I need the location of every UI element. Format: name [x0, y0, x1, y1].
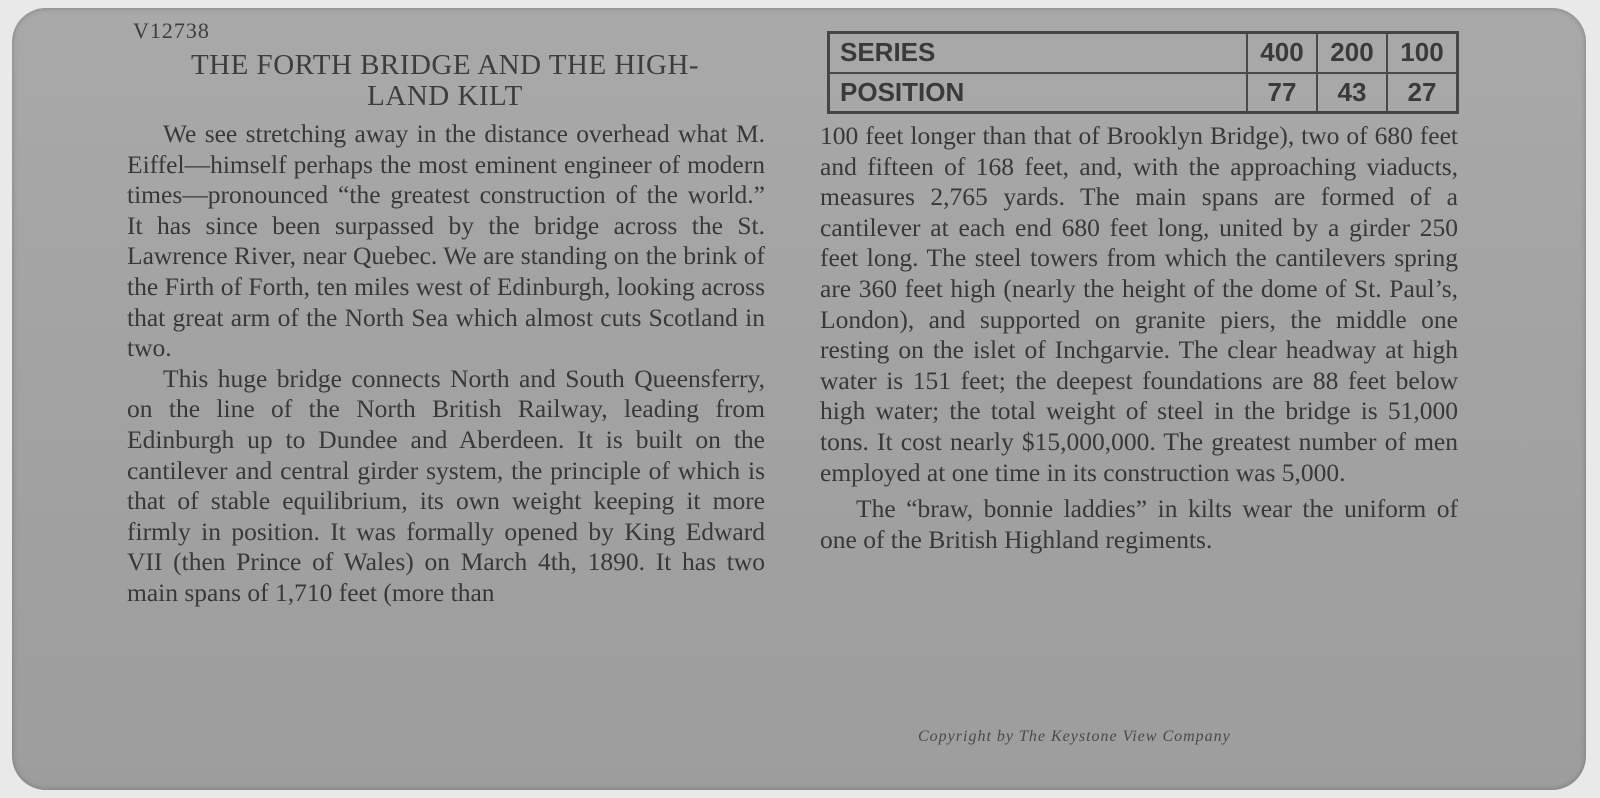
card-title: [120, 50, 770, 112]
right-text-column: [820, 121, 1458, 555]
position-100: 27: [1387, 73, 1458, 113]
title-line-1: THE FORTH BRIDGE AND THE HIGH-: [190, 49, 700, 81]
left-text-column: [127, 119, 765, 609]
series-100: 100: [1387, 33, 1458, 73]
copyright-notice: Copyright by The Keystone View Company: [918, 728, 1231, 745]
right-paragraph-2: The “braw, bonnie laddies” in kilts wear the uniform of one of the British Highland regiments.: [820, 494, 1458, 554]
left-paragraph-2: This huge bridge connects North and South Queensferry, on the line of the North British Railway, leading from Edinburgh up to Dundee and Aberdeen. It is built on the cantilever and central girder system, the principle of which is that of stable equilibrium, its own weight keeping it more firmly in position. It was formally opened by King Edward VII (then Prince of Wales) on March 4th, 1890. It has two main spans of 1,710 feet (more than: [127, 363, 765, 607]
position-row: [829, 73, 1458, 113]
right-paragraph-1: 100 feet longer than that of Brooklyn Bridge), two of 680 feet and fifteen of 168 feet, and, with the approaching viaducts, measures 2,765 yards. The main spans are formed of a cantilever at each end 680 feet long, united by a girder 250 feet long. The steel towers from which the cantilevers spring are 360 feet high (nearly the height of the dome of St. Paul’s, London), and supported on granite piers, the middle one resting on the islet of Inchgarvie. The clear headway at high water is 151 feet; the deepest foundations are 88 feet below high water; the total weight of steel in the bridge is 51,000 tons. It cost nearly $15,000,000. The greatest number of men employed at one time in its construction was 5,000.: [820, 121, 1458, 487]
catalog-number: V12738: [133, 18, 210, 43]
title-line-2: LAND KILT: [367, 80, 523, 112]
position-400: 77: [1247, 73, 1317, 113]
series-position-table: [827, 31, 1459, 114]
position-label: POSITION: [829, 73, 1248, 113]
series-400: 400: [1247, 33, 1317, 73]
left-paragraph-1: We see stretching away in the distance overhead what M. Eiffel—himself perhaps the most eminent engineer of modern times—pronounced “the greatest construction of the world.” It has since been surpassed by the bridge across the St. Lawrence River, near Quebec. We are standing on the brink of the Firth of Forth, ten miles west of Edinburgh, looking across that great arm of the North Sea which almost cuts Scotland in two.: [127, 119, 765, 363]
series-label: SERIES: [829, 33, 1248, 73]
position-200: 43: [1317, 73, 1387, 113]
series-200: 200: [1317, 33, 1387, 73]
series-row: [829, 33, 1458, 73]
